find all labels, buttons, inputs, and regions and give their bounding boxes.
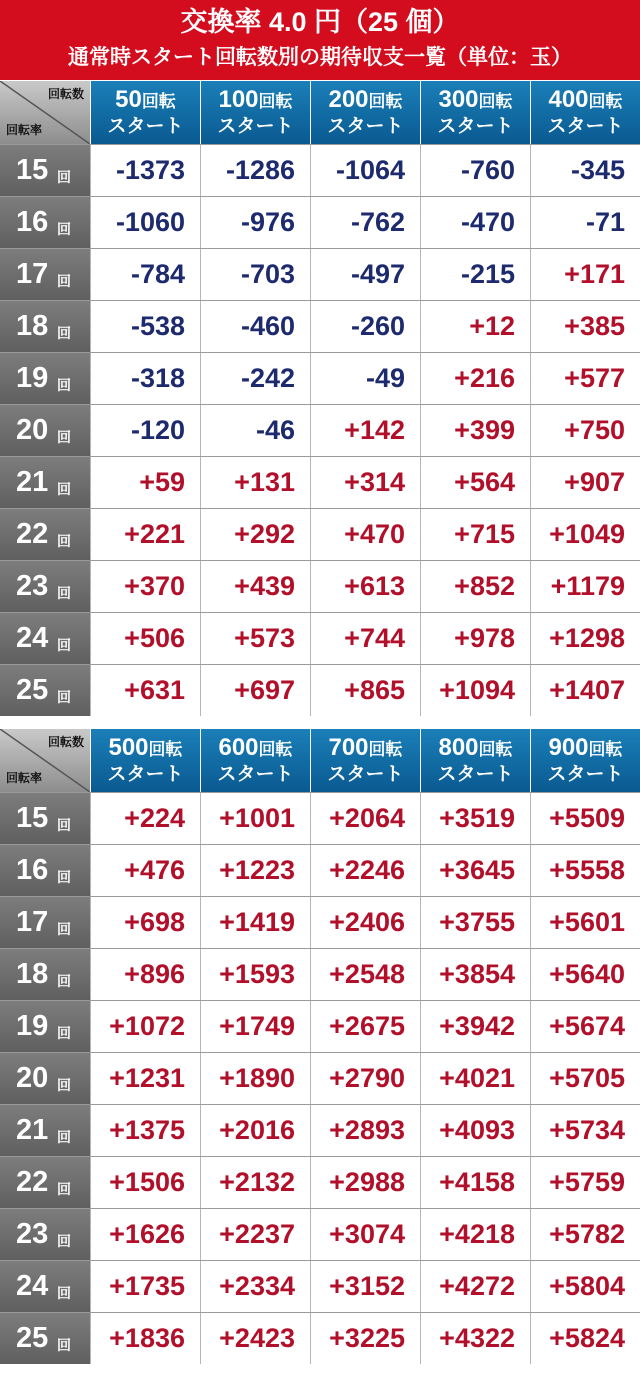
row-rate-label bbox=[0, 457, 90, 508]
column-header bbox=[421, 81, 530, 144]
spin-rate-axis-label: 回転率 bbox=[6, 123, 43, 137]
value-cell: +470 bbox=[310, 509, 419, 560]
row-rate-number: 17 bbox=[16, 906, 49, 938]
table-row bbox=[0, 1312, 640, 1364]
row-rate-unit: 回 bbox=[57, 533, 71, 549]
value-cell: +697 bbox=[200, 665, 309, 716]
value-cell: +292 bbox=[200, 509, 309, 560]
row-rate-unit: 回 bbox=[57, 1025, 71, 1041]
row-rate-label bbox=[0, 665, 90, 716]
value-cell: +1298 bbox=[530, 613, 639, 664]
value-cell: +4272 bbox=[420, 1261, 529, 1312]
row-rate-unit: 回 bbox=[57, 1285, 71, 1301]
column-header bbox=[201, 81, 310, 144]
column-header bbox=[201, 729, 310, 792]
row-rate-label bbox=[0, 1209, 90, 1260]
column-start-label: スタート bbox=[327, 764, 404, 785]
value-cell: -71 bbox=[530, 197, 639, 248]
row-rate-number: 16 bbox=[16, 854, 49, 886]
row-rate-number: 20 bbox=[16, 1062, 49, 1094]
column-start-label: スタート bbox=[437, 764, 514, 785]
value-cell: -318 bbox=[90, 353, 199, 404]
row-rate-label bbox=[0, 301, 90, 352]
value-cell: -976 bbox=[200, 197, 309, 248]
column-start-label: スタート bbox=[547, 116, 624, 137]
row-rate-label bbox=[0, 897, 90, 948]
row-rate-unit: 回 bbox=[57, 689, 71, 705]
value-cell: -1060 bbox=[90, 197, 199, 248]
value-cell: +1407 bbox=[530, 665, 639, 716]
row-rate-number: 25 bbox=[16, 1322, 49, 1354]
column-spin-unit: 回転 bbox=[258, 740, 293, 759]
table-row bbox=[0, 792, 640, 844]
row-rate-label bbox=[0, 197, 90, 248]
table-row bbox=[0, 196, 640, 248]
value-cell: +1231 bbox=[90, 1053, 199, 1104]
value-cell: +2237 bbox=[200, 1209, 309, 1260]
value-cell: -345 bbox=[530, 145, 639, 196]
value-cell: +1735 bbox=[90, 1261, 199, 1312]
value-cell: +1049 bbox=[530, 509, 639, 560]
row-rate-number: 21 bbox=[16, 1114, 49, 1146]
value-cell: +577 bbox=[530, 353, 639, 404]
column-spin-unit: 回転 bbox=[258, 92, 293, 111]
value-cell: +3854 bbox=[420, 949, 529, 1000]
value-cell: +1419 bbox=[200, 897, 309, 948]
column-spin-unit: 回転 bbox=[368, 740, 403, 759]
value-cell: +2406 bbox=[310, 897, 419, 948]
value-cell: +1506 bbox=[90, 1157, 199, 1208]
column-start-label: スタート bbox=[107, 764, 184, 785]
column-spin-count: 800回転 bbox=[438, 734, 513, 761]
value-cell: +573 bbox=[200, 613, 309, 664]
value-cell: -460 bbox=[200, 301, 309, 352]
row-rate-number: 21 bbox=[16, 466, 49, 498]
value-cell: +4322 bbox=[420, 1313, 529, 1364]
value-cell: +3755 bbox=[420, 897, 529, 948]
value-cell: -1373 bbox=[90, 145, 199, 196]
value-cell: +2893 bbox=[310, 1105, 419, 1156]
row-rate-number: 24 bbox=[16, 622, 49, 654]
row-rate-label bbox=[0, 561, 90, 612]
column-spin-count: 300回転 bbox=[438, 86, 513, 113]
row-rate-unit: 回 bbox=[57, 585, 71, 601]
column-spin-count: 600回転 bbox=[218, 734, 293, 761]
value-cell: -1286 bbox=[200, 145, 309, 196]
value-cell: +1223 bbox=[200, 845, 309, 896]
value-cell: +2064 bbox=[310, 793, 419, 844]
row-rate-unit: 回 bbox=[57, 169, 71, 185]
table-row bbox=[0, 144, 640, 196]
value-cell: +1836 bbox=[90, 1313, 199, 1364]
value-cell: +2132 bbox=[200, 1157, 309, 1208]
value-cell: +5558 bbox=[530, 845, 639, 896]
column-spin-unit: 回転 bbox=[141, 92, 176, 111]
value-cell: +2790 bbox=[310, 1053, 419, 1104]
value-cell: +4218 bbox=[420, 1209, 529, 1260]
row-rate-number: 23 bbox=[16, 1218, 49, 1250]
table-row bbox=[0, 300, 640, 352]
value-cell: -538 bbox=[90, 301, 199, 352]
row-rate-number: 23 bbox=[16, 570, 49, 602]
column-header bbox=[311, 81, 420, 144]
table-row bbox=[0, 1208, 640, 1260]
value-cell: +4093 bbox=[420, 1105, 529, 1156]
value-cell: +385 bbox=[530, 301, 639, 352]
row-rate-number: 25 bbox=[16, 674, 49, 706]
value-cell: +896 bbox=[90, 949, 199, 1000]
page-subtitle: 通常時スタート回転数別の期待収支一覧（単位：玉） bbox=[68, 46, 572, 69]
value-cell: +5734 bbox=[530, 1105, 639, 1156]
row-rate-number: 16 bbox=[16, 206, 49, 238]
row-rate-unit: 回 bbox=[57, 273, 71, 289]
corner-header-cell bbox=[0, 81, 90, 144]
column-start-label: スタート bbox=[547, 764, 624, 785]
table-row bbox=[0, 896, 640, 948]
row-rate-unit: 回 bbox=[57, 429, 71, 445]
value-cell: +1179 bbox=[530, 561, 639, 612]
value-cell: -760 bbox=[420, 145, 529, 196]
value-cell: +1626 bbox=[90, 1209, 199, 1260]
value-cell: +3074 bbox=[310, 1209, 419, 1260]
value-cell: -470 bbox=[420, 197, 529, 248]
row-rate-number: 17 bbox=[16, 258, 49, 290]
table-row bbox=[0, 664, 640, 716]
column-spin-count: 900回転 bbox=[548, 734, 623, 761]
value-cell: -242 bbox=[200, 353, 309, 404]
row-rate-label bbox=[0, 405, 90, 456]
value-cell: +142 bbox=[310, 405, 419, 456]
value-cell: +131 bbox=[200, 457, 309, 508]
row-rate-unit: 回 bbox=[57, 1181, 71, 1197]
column-header bbox=[421, 729, 530, 792]
value-cell: +5674 bbox=[530, 1001, 639, 1052]
column-spin-unit: 回転 bbox=[588, 92, 623, 111]
value-cell: +631 bbox=[90, 665, 199, 716]
row-rate-unit: 回 bbox=[57, 1077, 71, 1093]
value-cell: +613 bbox=[310, 561, 419, 612]
value-cell: +3519 bbox=[420, 793, 529, 844]
row-rate-label bbox=[0, 1261, 90, 1312]
table-row bbox=[0, 352, 640, 404]
value-cell: +4021 bbox=[420, 1053, 529, 1104]
value-cell: -120 bbox=[90, 405, 199, 456]
table-row bbox=[0, 1260, 640, 1312]
column-spin-unit: 回転 bbox=[478, 740, 513, 759]
table-row bbox=[0, 1104, 640, 1156]
column-start-label: スタート bbox=[217, 764, 294, 785]
expected-value-table-2 bbox=[0, 729, 640, 1364]
row-rate-unit: 回 bbox=[57, 377, 71, 393]
row-rate-label bbox=[0, 793, 90, 844]
value-cell: +5759 bbox=[530, 1157, 639, 1208]
row-rate-label bbox=[0, 613, 90, 664]
column-spin-count: 700回転 bbox=[328, 734, 403, 761]
column-spin-count: 50回転 bbox=[115, 86, 176, 113]
row-rate-label bbox=[0, 949, 90, 1000]
row-rate-unit: 回 bbox=[57, 481, 71, 497]
row-rate-label bbox=[0, 249, 90, 300]
value-cell: +2423 bbox=[200, 1313, 309, 1364]
row-rate-unit: 回 bbox=[57, 1337, 71, 1353]
value-cell: +1593 bbox=[200, 949, 309, 1000]
value-cell: +5705 bbox=[530, 1053, 639, 1104]
row-rate-unit: 回 bbox=[57, 973, 71, 989]
row-rate-unit: 回 bbox=[57, 1233, 71, 1249]
value-cell: +2016 bbox=[200, 1105, 309, 1156]
column-spin-unit: 回転 bbox=[478, 92, 513, 111]
value-cell: +5601 bbox=[530, 897, 639, 948]
column-start-label: スタート bbox=[107, 116, 184, 137]
value-cell: +744 bbox=[310, 613, 419, 664]
value-cell: +715 bbox=[420, 509, 529, 560]
row-rate-label bbox=[0, 845, 90, 896]
table-row bbox=[0, 844, 640, 896]
value-cell: -497 bbox=[310, 249, 419, 300]
value-cell: +2988 bbox=[310, 1157, 419, 1208]
column-header bbox=[311, 729, 420, 792]
value-cell: +564 bbox=[420, 457, 529, 508]
value-cell: +3152 bbox=[310, 1261, 419, 1312]
column-header bbox=[531, 729, 640, 792]
value-cell: +750 bbox=[530, 405, 639, 456]
value-cell: +1890 bbox=[200, 1053, 309, 1104]
value-cell: -1064 bbox=[310, 145, 419, 196]
value-cell: -46 bbox=[200, 405, 309, 456]
row-rate-unit: 回 bbox=[57, 817, 71, 833]
row-rate-number: 24 bbox=[16, 1270, 49, 1302]
column-header bbox=[531, 81, 640, 144]
table-row bbox=[0, 456, 640, 508]
value-cell: +5824 bbox=[530, 1313, 639, 1364]
row-rate-label bbox=[0, 1001, 90, 1052]
value-cell: +171 bbox=[530, 249, 639, 300]
column-start-label: スタート bbox=[437, 116, 514, 137]
row-rate-label bbox=[0, 145, 90, 196]
value-cell: -49 bbox=[310, 353, 419, 404]
value-cell: +698 bbox=[90, 897, 199, 948]
row-rate-unit: 回 bbox=[57, 637, 71, 653]
value-cell: +5782 bbox=[530, 1209, 639, 1260]
value-cell: +5509 bbox=[530, 793, 639, 844]
value-cell: +2675 bbox=[310, 1001, 419, 1052]
page-title: 交換率 4.0 円（25 個） bbox=[180, 7, 460, 37]
row-rate-label bbox=[0, 353, 90, 404]
row-rate-label bbox=[0, 1053, 90, 1104]
value-cell: +2246 bbox=[310, 845, 419, 896]
spin-rate-axis-label: 回転率 bbox=[6, 771, 43, 785]
row-rate-label bbox=[0, 1157, 90, 1208]
value-cell: -703 bbox=[200, 249, 309, 300]
value-cell: +314 bbox=[310, 457, 419, 508]
value-cell: -215 bbox=[420, 249, 529, 300]
value-cell: +5804 bbox=[530, 1261, 639, 1312]
table-row bbox=[0, 1000, 640, 1052]
table-row bbox=[0, 612, 640, 664]
table-row bbox=[0, 1156, 640, 1208]
value-cell: +2334 bbox=[200, 1261, 309, 1312]
column-spin-unit: 回転 bbox=[368, 92, 403, 111]
value-cell: +865 bbox=[310, 665, 419, 716]
column-spin-count: 400回転 bbox=[548, 86, 623, 113]
column-header bbox=[91, 81, 200, 144]
table-row bbox=[0, 404, 640, 456]
header-row bbox=[0, 729, 640, 792]
column-spin-unit: 回転 bbox=[588, 740, 623, 759]
value-cell: -784 bbox=[90, 249, 199, 300]
row-rate-unit: 回 bbox=[57, 921, 71, 937]
value-cell: +1072 bbox=[90, 1001, 199, 1052]
row-rate-label bbox=[0, 509, 90, 560]
value-cell: +221 bbox=[90, 509, 199, 560]
value-cell: +852 bbox=[420, 561, 529, 612]
row-rate-number: 18 bbox=[16, 310, 49, 342]
table-row bbox=[0, 508, 640, 560]
column-spin-unit: 回転 bbox=[148, 740, 183, 759]
column-start-label: スタート bbox=[217, 116, 294, 137]
row-rate-unit: 回 bbox=[57, 221, 71, 237]
value-cell: +1749 bbox=[200, 1001, 309, 1052]
column-start-label: スタート bbox=[327, 116, 404, 137]
table-row bbox=[0, 248, 640, 300]
value-cell: +3225 bbox=[310, 1313, 419, 1364]
table-row bbox=[0, 1052, 640, 1104]
expected-value-table-1 bbox=[0, 81, 640, 716]
header-row bbox=[0, 81, 640, 144]
row-rate-label bbox=[0, 1105, 90, 1156]
value-cell: +399 bbox=[420, 405, 529, 456]
value-cell: +4158 bbox=[420, 1157, 529, 1208]
value-cell: +216 bbox=[420, 353, 529, 404]
value-cell: +2548 bbox=[310, 949, 419, 1000]
spin-count-axis-label: 回転数 bbox=[47, 735, 84, 749]
row-rate-unit: 回 bbox=[57, 1129, 71, 1145]
value-cell: +3645 bbox=[420, 845, 529, 896]
value-cell: +224 bbox=[90, 793, 199, 844]
value-cell: +439 bbox=[200, 561, 309, 612]
row-rate-number: 19 bbox=[16, 1010, 49, 1042]
column-header bbox=[91, 729, 200, 792]
column-spin-count: 500回転 bbox=[108, 734, 183, 761]
value-cell: +506 bbox=[90, 613, 199, 664]
column-spin-count: 200回転 bbox=[328, 86, 403, 113]
row-rate-number: 22 bbox=[16, 518, 49, 550]
row-rate-number: 15 bbox=[16, 802, 49, 834]
value-cell: -762 bbox=[310, 197, 419, 248]
row-rate-number: 20 bbox=[16, 414, 49, 446]
row-rate-number: 19 bbox=[16, 362, 49, 394]
value-cell: -260 bbox=[310, 301, 419, 352]
value-cell: +59 bbox=[90, 457, 199, 508]
spin-count-axis-label: 回転数 bbox=[47, 87, 84, 101]
value-cell: +12 bbox=[420, 301, 529, 352]
row-rate-unit: 回 bbox=[57, 869, 71, 885]
value-cell: +370 bbox=[90, 561, 199, 612]
table-row bbox=[0, 560, 640, 612]
row-rate-unit: 回 bbox=[57, 325, 71, 341]
table-row bbox=[0, 948, 640, 1000]
row-rate-number: 22 bbox=[16, 1166, 49, 1198]
corner-header-cell bbox=[0, 729, 90, 792]
value-cell: +3942 bbox=[420, 1001, 529, 1052]
value-cell: +1001 bbox=[200, 793, 309, 844]
row-rate-number: 18 bbox=[16, 958, 49, 990]
column-spin-count: 100回転 bbox=[218, 86, 293, 113]
row-rate-label bbox=[0, 1313, 90, 1364]
value-cell: +907 bbox=[530, 457, 639, 508]
value-cell: +1375 bbox=[90, 1105, 199, 1156]
value-cell: +1094 bbox=[420, 665, 529, 716]
title-banner bbox=[0, 0, 640, 80]
row-rate-number: 15 bbox=[16, 154, 49, 186]
value-cell: +476 bbox=[90, 845, 199, 896]
value-cell: +978 bbox=[420, 613, 529, 664]
value-cell: +5640 bbox=[530, 949, 639, 1000]
